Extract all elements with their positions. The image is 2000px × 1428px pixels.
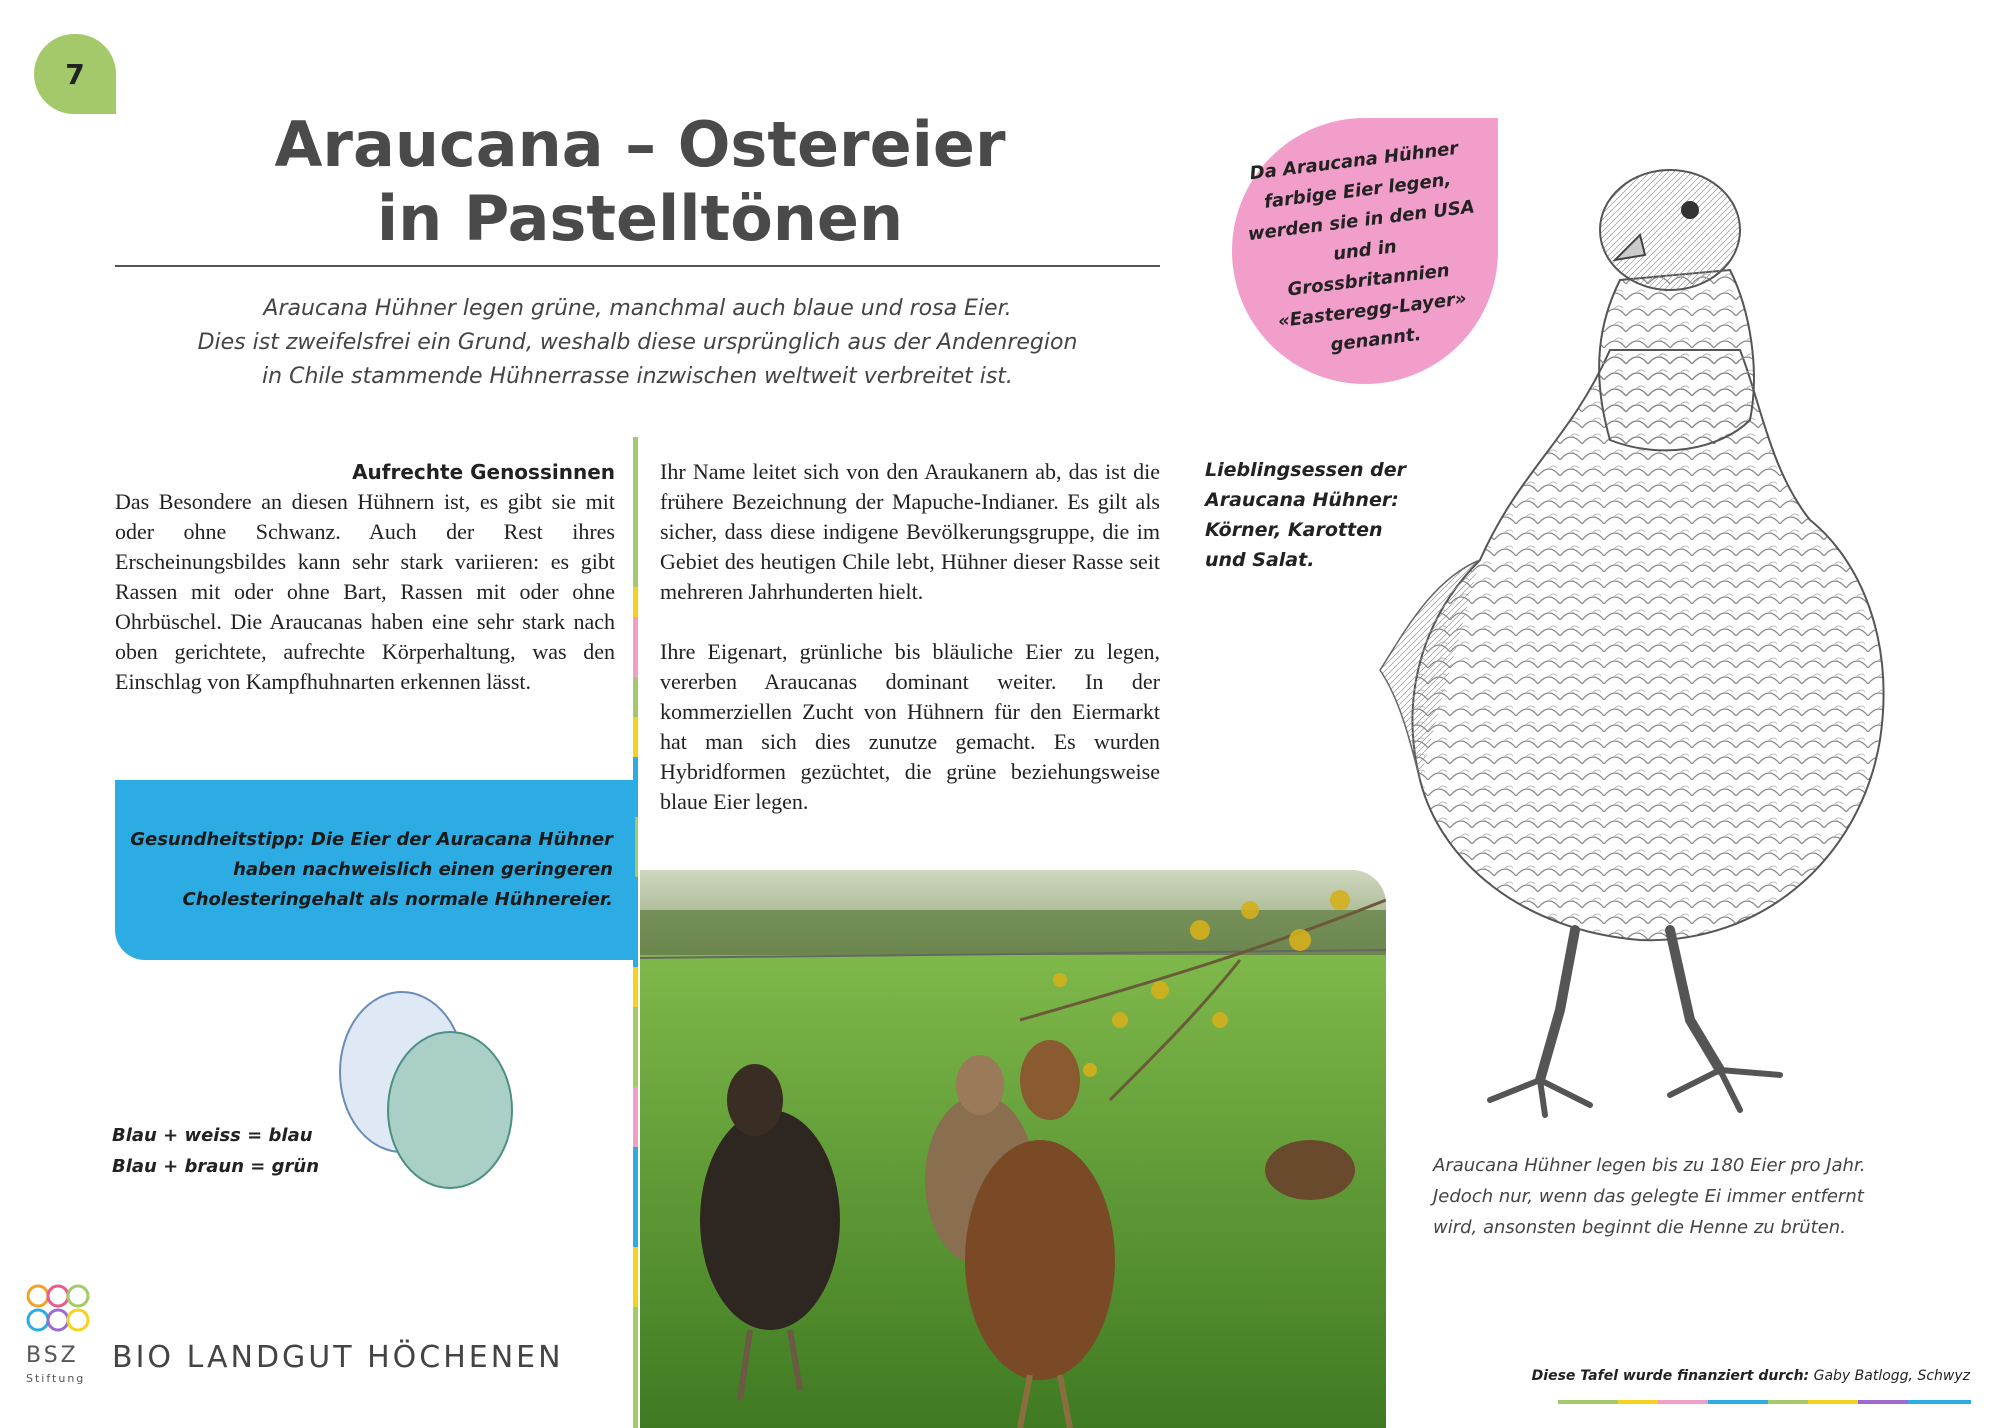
health-tip-line-3: Cholesteringehalt als normale Hühnereier. bbox=[182, 889, 613, 910]
health-tip-text bbox=[130, 825, 635, 915]
section1-body: Das Besondere an diesen Hühnern ist, es gibt sie mit oder ohne Schwanz. Auch der Rest ihres Erscheinungsbildes kann sehr stark variieren: es gibt Rassen mit oder ohne Bart, Rassen mit oder ohne Ohrbüschel. Die Araucanas haben eine sehr stark nach oben gerichtete, aufrechte Körperhaltung, was den Einschlag von Kampfhuhnarten erkennen lässt. bbox=[115, 489, 615, 694]
hen-caption-line-2: Jedoch nur, wenn das gelegte Ei immer entfernt bbox=[1433, 1186, 1864, 1207]
lead-line-2: Dies ist zweifelsfrei ein Grund, weshalb diese ursprünglich aus der Andenregion bbox=[197, 330, 1078, 355]
favorite-food-note bbox=[1205, 455, 1425, 575]
chickens-photo bbox=[640, 870, 1386, 1428]
egg-color-caption bbox=[112, 1120, 319, 1182]
hen-caption-line-1: Araucana Hühner legen bis zu 180 Eier pro Jahr. bbox=[1433, 1155, 1866, 1176]
organization-name: BIO LANDGUT HÖCHENEN bbox=[112, 1340, 564, 1375]
page-number: 7 bbox=[65, 57, 85, 91]
bsz-logo-icon bbox=[26, 1282, 90, 1338]
sponsor-credit bbox=[1500, 1368, 1970, 1384]
page-number-badge bbox=[34, 34, 116, 114]
favorite-food-line-2: Araucana Hühner: bbox=[1205, 489, 1399, 511]
lead-line-1: Araucana Hühner legen grüne, manchmal auch blaue und rosa Eier. bbox=[263, 296, 1012, 321]
color-bar bbox=[1558, 1400, 1971, 1404]
health-tip-box bbox=[115, 780, 635, 960]
favorite-food-line-3: Körner, Karotten bbox=[1205, 519, 1383, 541]
section2-para-1: Ihr Name leitet sich von den Araukanern ab, das ist die frühere Bezeichnung der Mapuche-Indianer. Es gilt als sicher, dass diese indigene Bevölkerungsgruppe, die im Gebiet des heutigen Chile lebt, Hühner dieser Rasse seit mehreren Jahrhunderten hielt. bbox=[660, 459, 1160, 604]
favorite-food-line-1: Lieblingsessen der bbox=[1205, 459, 1406, 481]
egg-caption-line-1: Blau + weiss = blau bbox=[112, 1125, 313, 1146]
section-aufrechte-genossinnen bbox=[115, 457, 615, 697]
title-divider bbox=[115, 265, 1160, 267]
eggs-illustration bbox=[330, 990, 530, 1190]
hen-illustration bbox=[1340, 140, 1940, 1130]
health-tip-line-2: haben nachweislich einen geringeren bbox=[233, 859, 613, 880]
title-line-2: in Pastelltönen bbox=[376, 182, 904, 255]
pink-bubble-text: Da Araucana Hühner farbige Eier legen, werden sie in den USA und in Grossbritannien «Easteregg-Layer» genannt. bbox=[1246, 137, 1476, 356]
health-tip-line-1: Gesundheitstipp: Die Eier der Auracana Hühner bbox=[130, 829, 613, 850]
lead-line-3: in Chile stammende Hühnerrasse inzwischen weltweit verbreitet ist. bbox=[262, 364, 1013, 389]
hen-caption bbox=[1433, 1150, 1883, 1243]
hen-caption-line-3: wird, ansonsten beginnt die Henne zu brüten. bbox=[1433, 1217, 1846, 1238]
section2-para-2: Ihre Eigenart, grünliche bis bläuliche Eier zu legen, vererben Araucanas dominant weiter. In der kommerziellen Zucht von Hühnern für den Eiermarkt hat man sich dies zunutze gemacht. Es wurden Hybridformen gezüchtet, die grüne beziehungsweise blaue Eier legen. bbox=[660, 639, 1160, 814]
credit-label: Diese Tafel wurde finanziert durch: bbox=[1531, 1368, 1810, 1384]
egg-caption-line-2: Blau + braun = grün bbox=[112, 1156, 320, 1177]
credit-sponsor: Gaby Batlogg, Schwyz bbox=[1813, 1368, 1970, 1384]
section-name-origin bbox=[660, 457, 1160, 847]
lead-paragraph bbox=[115, 292, 1160, 394]
title-line-1: Araucana – Ostereier bbox=[274, 108, 1006, 181]
section1-heading: Aufrechte Genossinnen bbox=[352, 460, 615, 484]
page-title bbox=[115, 108, 1165, 256]
bsz-stiftung: Stiftung bbox=[26, 1372, 86, 1385]
favorite-food-line-4: und Salat. bbox=[1205, 549, 1315, 571]
bsz-abbr: BSZ bbox=[26, 1343, 79, 1368]
